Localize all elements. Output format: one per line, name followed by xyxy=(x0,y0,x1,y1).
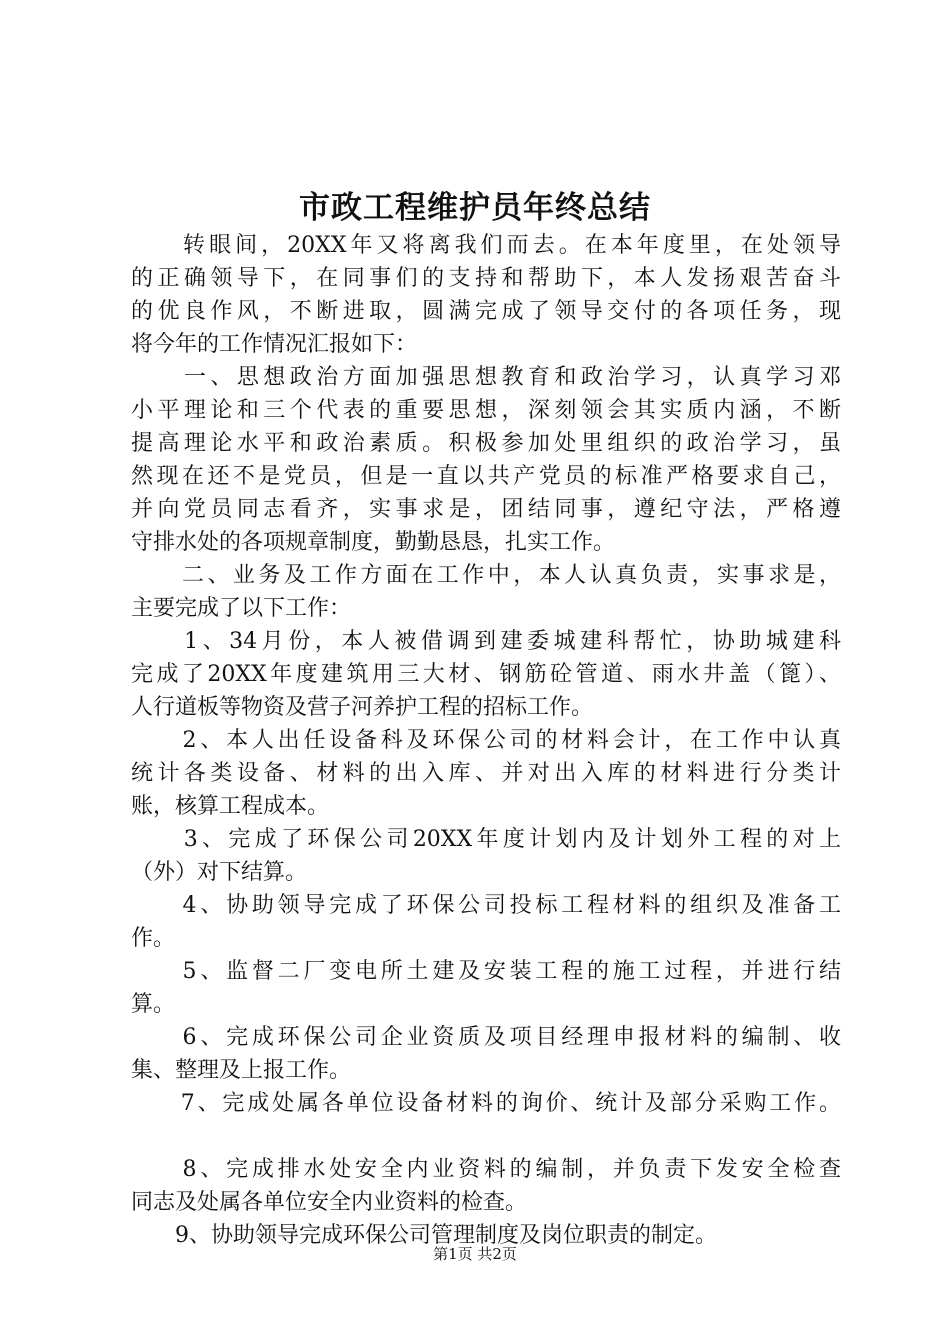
text-line: 9、协助领导完成环保公司管理制度及岗位职责的制定。 xyxy=(131,1223,717,1248)
text-line: 5、监督二厂变电所土建及安装工程的施工过程，并进行结 xyxy=(131,959,841,984)
text-line: 的优良作风，不断进取，圆满完成了领导交付的各项任务，现 xyxy=(131,299,841,324)
text-line: 人行道板等物资及营子河养护工程的招标工作。 xyxy=(131,695,594,720)
text-line: 1、34月份，本人被借调到建委城建科帮忙，协助城建科 xyxy=(131,629,841,654)
text-line: 算。 xyxy=(131,992,176,1017)
text-line: 提高理论水平和政治素质。积极参加处里组织的政治学习，虽 xyxy=(131,431,841,456)
text-line: 小平理论和三个代表的重要思想，深刻领会其实质内涵，不断 xyxy=(131,398,841,423)
text-line: 8、完成排水处安全内业资料的编制，并负责下发安全检查 xyxy=(131,1157,841,1182)
text-line: 3、完成了环保公司20XX年度计划内及计划外工程的对上 xyxy=(131,827,841,852)
text-line: 集、整理及上报工作。 xyxy=(131,1058,352,1083)
page-footer: 第1页 共2页 xyxy=(433,1245,517,1263)
text-line: 同志及处属各单位安全内业资料的检查。 xyxy=(131,1190,528,1215)
document-title: 市政工程维护员年终总结 xyxy=(299,190,651,226)
text-line: 转眼间，20XX年又将离我们而去。在本年度里，在处领导 xyxy=(131,233,841,258)
text-line: （外）对下结算。 xyxy=(131,860,308,885)
text-line: 主要完成了以下工作： xyxy=(131,596,352,621)
text-line: 6、完成环保公司企业资质及项目经理申报材料的编制、收 xyxy=(131,1025,841,1050)
text-line: 2、本人出任设备科及环保公司的材料会计，在工作中认真 xyxy=(131,728,841,753)
text-line: 二、业务及工作方面在工作中，本人认真负责，实事求是， xyxy=(131,563,841,588)
text-line: 完成了20XX年度建筑用三大材、钢筋砼管道、雨水井盖（篦）、 xyxy=(131,662,841,687)
text-line: 统计各类设备、材料的出入库、并对出入库的材料进行分类计 xyxy=(131,761,841,786)
text-line: 4、协助领导完成了环保公司投标工程材料的组织及准备工 xyxy=(131,893,841,918)
text-line: 并向党员同志看齐，实事求是，团结同事，遵纪守法，严格遵 xyxy=(131,497,841,522)
text-line: 的正确领导下，在同事们的支持和帮助下，本人发扬艰苦奋斗 xyxy=(131,266,841,291)
text-line: 一、思想政治方面加强思想教育和政治学习，认真学习邓 xyxy=(131,365,841,390)
text-line: 将今年的工作情况汇报如下： xyxy=(131,332,418,357)
text-line: 作。 xyxy=(131,926,176,951)
text-line: 7、完成处属各单位设备材料的询价、统计及部分采购工作。 xyxy=(131,1091,841,1116)
text-line: 守排水处的各项规章制度，勤勤恳恳，扎实工作。 xyxy=(131,530,616,555)
text-line: 账，核算工程成本。 xyxy=(131,794,330,819)
text-line: 然现在还不是党员，但是一直以共产党员的标准严格要求自己， xyxy=(131,464,841,489)
